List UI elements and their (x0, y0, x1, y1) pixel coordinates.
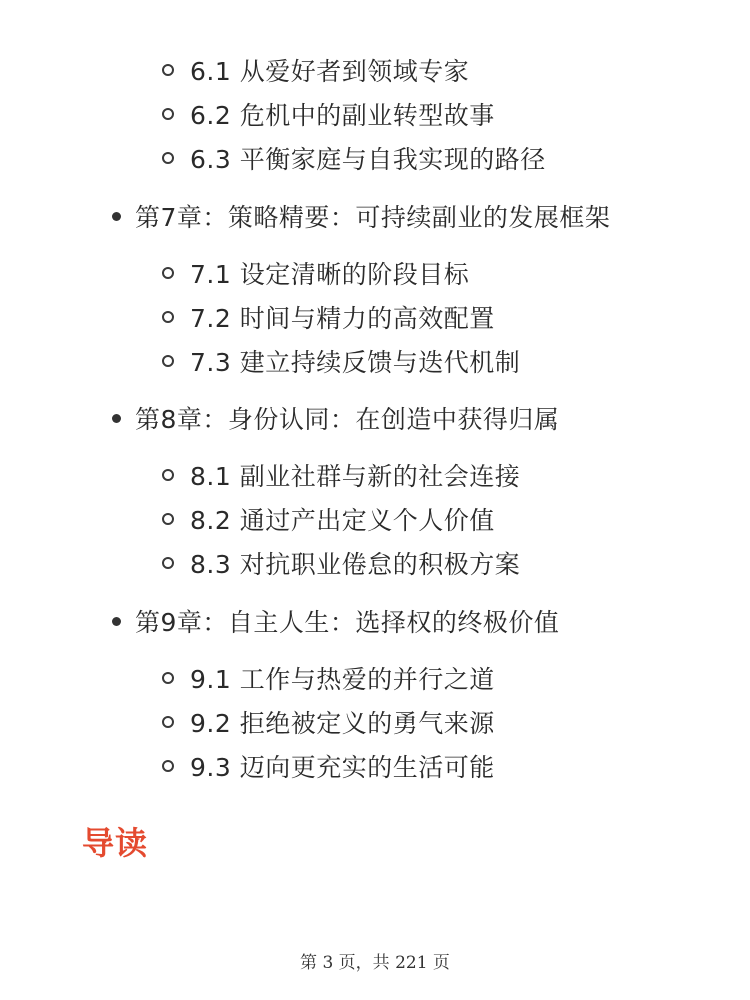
subsection-label: 6.1 从爱好者到领域专家 (190, 57, 470, 86)
bullet-icon (112, 617, 121, 626)
bullet-icon (112, 414, 121, 423)
hollow-bullet-icon (162, 355, 174, 367)
subsection-label: 6.2 危机中的副业转型故事 (190, 101, 495, 130)
toc-subsection[interactable] (162, 344, 520, 378)
subsection-label: 9.3 迈向更充实的生活可能 (190, 753, 495, 782)
toc-subsection[interactable] (162, 458, 520, 492)
toc-subsection[interactable] (162, 300, 495, 334)
subsection-label: 7.1 设定清晰的阶段目标 (190, 260, 470, 289)
page-number-footer: 第 3 页，共 221 页 (300, 953, 450, 973)
toc-subsection[interactable] (162, 502, 495, 536)
bullet-icon (112, 212, 121, 221)
hollow-bullet-icon (162, 311, 174, 323)
toc-subsection[interactable] (162, 705, 495, 739)
subsection-label: 7.2 时间与精力的高效配置 (190, 304, 495, 333)
toc-subsection[interactable] (162, 141, 546, 175)
toc-chapter-7[interactable] (112, 198, 610, 234)
subsection-label: 8.3 对抗职业倦怠的积极方案 (190, 550, 521, 579)
hollow-bullet-icon (162, 557, 174, 569)
subsection-label: 7.3 建立持续反馈与迭代机制 (190, 348, 521, 377)
toc-subsection[interactable] (162, 256, 469, 290)
subsection-label: 8.2 通过产出定义个人价值 (190, 506, 495, 535)
toc-subsection[interactable] (162, 97, 495, 131)
toc-subsection[interactable] (162, 749, 495, 783)
hollow-bullet-icon (162, 716, 174, 728)
subsection-label: 8.1 副业社群与新的社会连接 (190, 462, 521, 491)
hollow-bullet-icon (162, 152, 174, 164)
toc-chapter-8[interactable] (112, 400, 559, 436)
hollow-bullet-icon (162, 672, 174, 684)
chapter-title: 第7章：策略精要：可持续副业的发展框架 (135, 203, 611, 232)
section-heading: 导读 (82, 824, 149, 862)
hollow-bullet-icon (162, 469, 174, 481)
subsection-label: 6.3 平衡家庭与自我实现的路径 (190, 145, 546, 174)
chapter-title: 第8章：身份认同：在创造中获得归属 (135, 405, 560, 434)
toc-chapter-9[interactable] (112, 603, 559, 639)
subsection-label: 9.2 拒绝被定义的勇气来源 (190, 709, 495, 738)
toc-subsection[interactable] (162, 53, 469, 87)
hollow-bullet-icon (162, 108, 174, 120)
toc-subsection[interactable] (162, 661, 495, 695)
chapter-title: 第9章：自主人生：选择权的终极价值 (135, 608, 560, 637)
hollow-bullet-icon (162, 760, 174, 772)
subsection-label: 9.1 工作与热爱的并行之道 (190, 665, 495, 694)
hollow-bullet-icon (162, 267, 174, 279)
hollow-bullet-icon (162, 513, 174, 525)
hollow-bullet-icon (162, 64, 174, 76)
toc-subsection[interactable] (162, 546, 520, 580)
